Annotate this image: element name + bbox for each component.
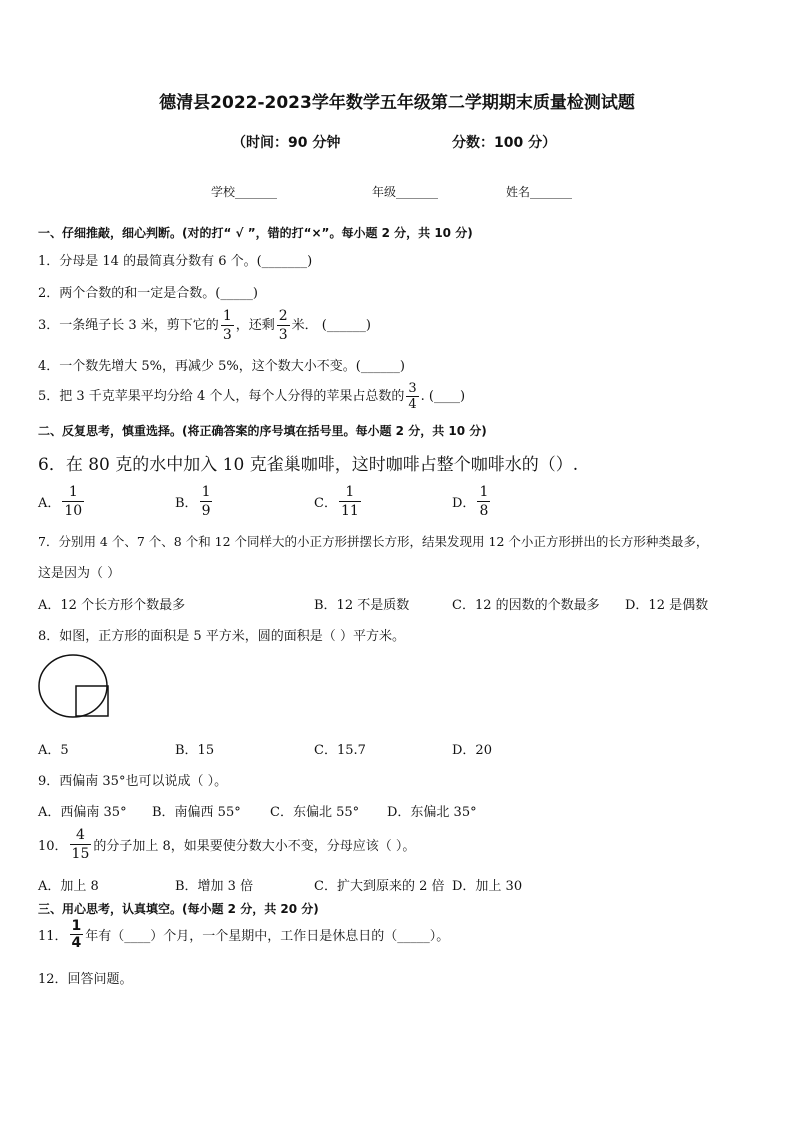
- q9-option-d[interactable]: D．东偏北 35°: [387, 805, 477, 820]
- q10-f-num: 4: [76, 827, 85, 843]
- school-field[interactable]: 学校_______: [211, 185, 278, 199]
- question-6: 6．在 80 克的水中加入 10 克雀巢咖啡，这时咖啡占整个咖啡水的（）.: [38, 455, 579, 475]
- q6-option-b-label: B．: [175, 496, 198, 511]
- q10-option-b[interactable]: B．增加 3 倍: [175, 879, 254, 894]
- q5-f-num: 3: [408, 381, 417, 396]
- section-2-heading: 二、反复思考，慎重选择。(将正确答案的序号填在括号里。每小题 2 分，共 10 分): [38, 424, 487, 438]
- q7-option-a[interactable]: A．12 个长方形个数最多: [38, 598, 186, 613]
- q11-number: 11．: [38, 929, 68, 944]
- q3-f1-den: 3: [222, 327, 232, 343]
- q3-fraction-2: [277, 307, 290, 344]
- q3-f2-den: 3: [278, 327, 288, 343]
- section-1-heading: 一、仔细推敲，细心判断。(对的打“ √ ”，错的打“×”。每小题 2 分，共 10 分): [38, 226, 473, 240]
- question-2: 2．两个合数的和一定是合数。(_____): [38, 286, 258, 301]
- q6-option-a[interactable]: [38, 483, 86, 520]
- q9-option-c[interactable]: C．东偏北 55°: [270, 805, 360, 820]
- q6-option-b-fraction: [200, 483, 213, 520]
- q7-option-c[interactable]: C．12 的因数的个数最多: [452, 598, 600, 613]
- q3-text-b: ，还剩: [235, 318, 275, 333]
- q6-option-b[interactable]: [175, 483, 214, 520]
- q10-text: 的分子加上 8，如果要使分数大小不变，分母应该（ ）。: [93, 839, 416, 854]
- name-field[interactable]: 姓名_______: [506, 185, 573, 199]
- q7-option-b[interactable]: B．12 不是质数: [314, 598, 410, 613]
- q10-f-den: 15: [71, 846, 90, 862]
- question-9: 9．西偏南 35°也可以说成（ ）。: [38, 774, 228, 789]
- exam-score: 分数：100 分）: [452, 135, 557, 151]
- q8-option-c[interactable]: C．15.7: [314, 743, 366, 758]
- question-7-line-1: 7．分别用 4 个、7 个、8 个和 12 个同样大的小正方形拼摆长方形，结果发现用 12 个小正方形拼出的长方形种类最多，: [38, 534, 709, 549]
- q6-option-d-label: D．: [452, 496, 476, 511]
- question-5: [38, 381, 465, 412]
- q11-text: 年有（____）个月，一个星期中，工作日是休息日的（_____）。: [85, 929, 450, 944]
- question-12: 12．回答问题。: [38, 972, 133, 987]
- q6-b-den: 9: [201, 503, 211, 519]
- q5-text-a: 5．把 3 千克苹果平均分给 4 个人，每个人分得的苹果占总数的: [38, 389, 405, 404]
- q10-option-a[interactable]: A．加上 8: [38, 879, 99, 894]
- q8-option-d[interactable]: D．20: [452, 743, 492, 758]
- q5-fraction: [406, 381, 418, 412]
- question-4: 4．一个数先增大 5%，再减少 5%，这个数大小不变。(______): [38, 359, 405, 374]
- q10-option-c[interactable]: C．扩大到原来的 2 倍: [314, 879, 445, 894]
- q11-fraction: [70, 918, 84, 951]
- question-1: 1．分母是 14 的最简真分数有 6 个。(_______): [38, 254, 313, 269]
- q10-number: 10．: [38, 839, 68, 854]
- q8-option-a[interactable]: A．5: [38, 743, 69, 758]
- q6-option-a-label: A．: [38, 496, 61, 511]
- q9-option-a[interactable]: A．西偏南 35°: [38, 805, 127, 820]
- page-title: 德清县2022-2023学年数学五年级第二学期期末质量检测试题: [159, 93, 635, 113]
- q6-option-c-fraction: [339, 483, 361, 520]
- q6-b-num: 1: [201, 484, 211, 500]
- exam-time: （时间：90 分钟: [232, 135, 341, 151]
- q3-f1-num: 1: [222, 308, 232, 324]
- q11-f-num: 1: [71, 918, 82, 934]
- grade-field[interactable]: 年级_______: [372, 185, 439, 199]
- q6-option-d[interactable]: [452, 483, 492, 520]
- question-3: [38, 307, 371, 344]
- q11-f-den: 4: [71, 935, 82, 951]
- q8-option-b[interactable]: B．15: [175, 743, 215, 758]
- q6-d-den: 8: [479, 503, 489, 519]
- q6-option-d-fraction: [477, 483, 490, 520]
- section-3-heading: 三、用心思考，认真填空。(每小题 2 分，共 20 分): [38, 902, 319, 916]
- question-10: [38, 826, 415, 863]
- q3-text-a: 3．一条绳子长 3 米，剪下它的: [38, 318, 219, 333]
- q5-f-den: 4: [408, 397, 417, 412]
- q6-c-den: 11: [340, 503, 359, 519]
- q6-a-den: 10: [64, 503, 83, 519]
- q5-text-b: . (____): [420, 389, 466, 404]
- question-8: 8．如图，正方形的面积是 5 平方米，圆的面积是（ ）平方米。: [38, 629, 405, 644]
- question-11: [38, 918, 449, 951]
- q3-fraction-1: [221, 307, 234, 344]
- q6-option-c-label: C．: [314, 496, 337, 511]
- q6-d-num: 1: [479, 484, 489, 500]
- question-7-line-2: 这是因为（ ）: [38, 566, 121, 581]
- q7-option-d[interactable]: D．12 是偶数: [625, 598, 709, 613]
- q6-a-num: 1: [68, 484, 78, 500]
- q6-c-num: 1: [345, 484, 355, 500]
- q6-option-a-fraction: [62, 483, 84, 520]
- q3-f2-num: 2: [278, 308, 288, 324]
- q9-option-b[interactable]: B．南偏西 55°: [152, 805, 241, 820]
- q10-option-d[interactable]: D．加上 30: [452, 879, 523, 894]
- q10-fraction: [70, 826, 92, 863]
- q8-circle-square-figure: [38, 652, 118, 722]
- q6-option-c[interactable]: [314, 483, 363, 520]
- q3-text-c: 米． (______): [291, 318, 371, 333]
